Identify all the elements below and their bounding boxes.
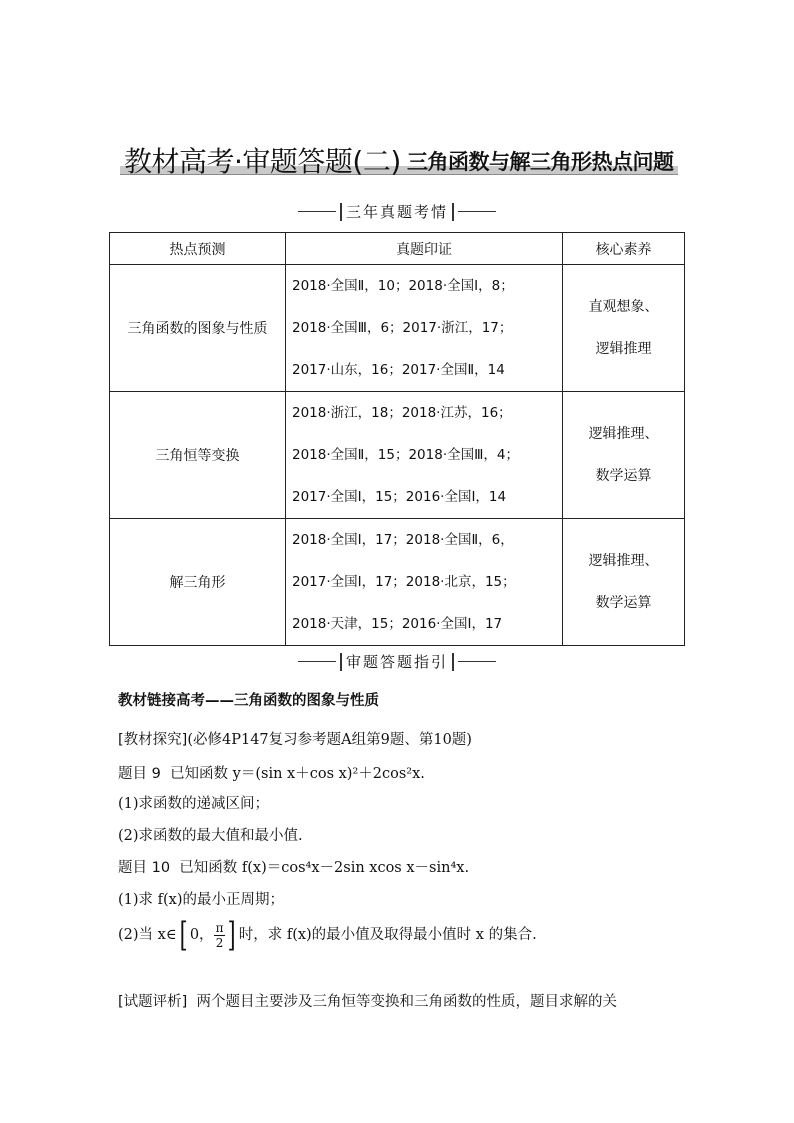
source-line: 2018·全国Ⅱ，15；2018·全国Ⅲ，4； <box>292 447 520 463</box>
sources-cell <box>286 519 563 646</box>
core-line: 逻辑推理、 <box>588 426 659 442</box>
exam-table <box>109 232 685 646</box>
source-line: 2018·全国Ⅱ，10；2018·全国Ⅰ，8； <box>292 278 514 294</box>
body-heading: 教材链接高考——三角函数的图象与性质 <box>118 693 379 709</box>
q9-label: 题目 9 <box>118 766 161 782</box>
q10-text: 已知函数 f(x)＝cos⁴x－2sin xcos x－sin⁴x. <box>179 860 470 876</box>
sources-cell <box>286 265 563 392</box>
question-10 <box>118 856 469 877</box>
sources-cell <box>286 392 563 519</box>
explore-label: [教材探究] <box>118 732 188 748</box>
section-header-exam-trends <box>0 201 794 222</box>
right-bracket-glyph: ] <box>228 915 237 955</box>
left-bracket-glyph: [ <box>179 915 188 955</box>
explore-text: (必修4P147复习参考题A组第9题、第10题) <box>187 732 472 748</box>
topic-cell: 解三角形 <box>110 519 286 646</box>
table-row <box>110 392 685 519</box>
topic-cell: 三角恒等变换 <box>110 392 286 519</box>
section-rule-right <box>458 211 496 212</box>
q10-part2-pre: (2)当 x∈ <box>118 927 177 943</box>
section-rule-right <box>458 661 496 662</box>
core-line: 直观想象、 <box>588 299 659 315</box>
table-row <box>110 265 685 392</box>
table-row <box>110 519 685 646</box>
core-line: 数学运算 <box>595 595 652 611</box>
interval-left: 0， <box>189 927 214 943</box>
section-header-guidance <box>0 651 794 672</box>
core-line: 逻辑推理 <box>595 341 652 357</box>
section-bracket-right <box>452 203 454 221</box>
q9-part1: (1)求函数的递减区间； <box>118 796 270 812</box>
section-title: 三年真题考情 <box>345 203 448 221</box>
source-line: 2018·全国Ⅲ，6；2017·浙江，17； <box>292 320 513 336</box>
core-cell <box>563 265 685 392</box>
source-line: 2017·山东，16；2017·全国Ⅱ，14 <box>292 362 505 378</box>
q10-label: 题目 10 <box>118 860 171 876</box>
core-line: 逻辑推理、 <box>588 553 659 569</box>
q10-part2 <box>118 915 537 955</box>
section-title: 审题答题指引 <box>345 653 448 671</box>
section-bracket-left <box>340 203 342 221</box>
analysis-text: 两个题目主要涉及三角恒等变换和三角函数的性质，题目求解的关 <box>196 994 618 1010</box>
source-line: 2018·全国Ⅰ，17；2018·全国Ⅱ，6， <box>292 532 514 548</box>
core-cell <box>563 392 685 519</box>
header-hot-topic: 热点预测 <box>110 233 286 265</box>
q9-part2: (2)求函数的最大值和最小值. <box>118 828 303 844</box>
section-bracket-right <box>452 653 454 671</box>
explore-line <box>118 728 472 749</box>
analysis-line <box>118 990 617 1011</box>
table-header-row <box>110 233 685 265</box>
core-cell <box>563 519 685 646</box>
topic-cell: 三角函数的图象与性质 <box>110 265 286 392</box>
fraction-numerator: π <box>215 920 224 935</box>
analysis-label: [试题评析] <box>118 994 188 1010</box>
title-main: 教材高考·审题答题(二) <box>124 145 401 178</box>
source-line: 2018·浙江，18；2018·江苏，16； <box>292 405 512 421</box>
source-line: 2018·天津，15；2016·全国Ⅰ，17 <box>292 616 503 632</box>
header-exam-evidence: 真题印证 <box>286 233 563 265</box>
source-line: 2017·全国Ⅰ，17；2018·北京，15； <box>292 574 516 590</box>
source-line: 2017·全国Ⅰ，15；2016·全国Ⅰ，14 <box>292 489 507 505</box>
section-rule-left <box>298 211 336 212</box>
q9-text: 已知函数 y＝(sin x＋cos x)²＋2cos²x. <box>170 766 425 782</box>
header-core-literacy: 核心素养 <box>563 233 685 265</box>
page-title <box>120 138 680 182</box>
title-sub: 三角函数与解三角形热点问题 <box>407 150 674 174</box>
q10-part2-post: 时，求 f(x)的最小值及取得最小值时 x 的集合. <box>238 927 537 943</box>
q10-part1: (1)求 f(x)的最小正周期； <box>118 892 285 908</box>
section-rule-left <box>298 661 336 662</box>
fraction-denominator: 2 <box>215 935 224 950</box>
question-9 <box>118 762 425 783</box>
section-bracket-left <box>340 653 342 671</box>
core-line: 数学运算 <box>595 468 652 484</box>
pi-over-2-fraction <box>214 921 226 950</box>
